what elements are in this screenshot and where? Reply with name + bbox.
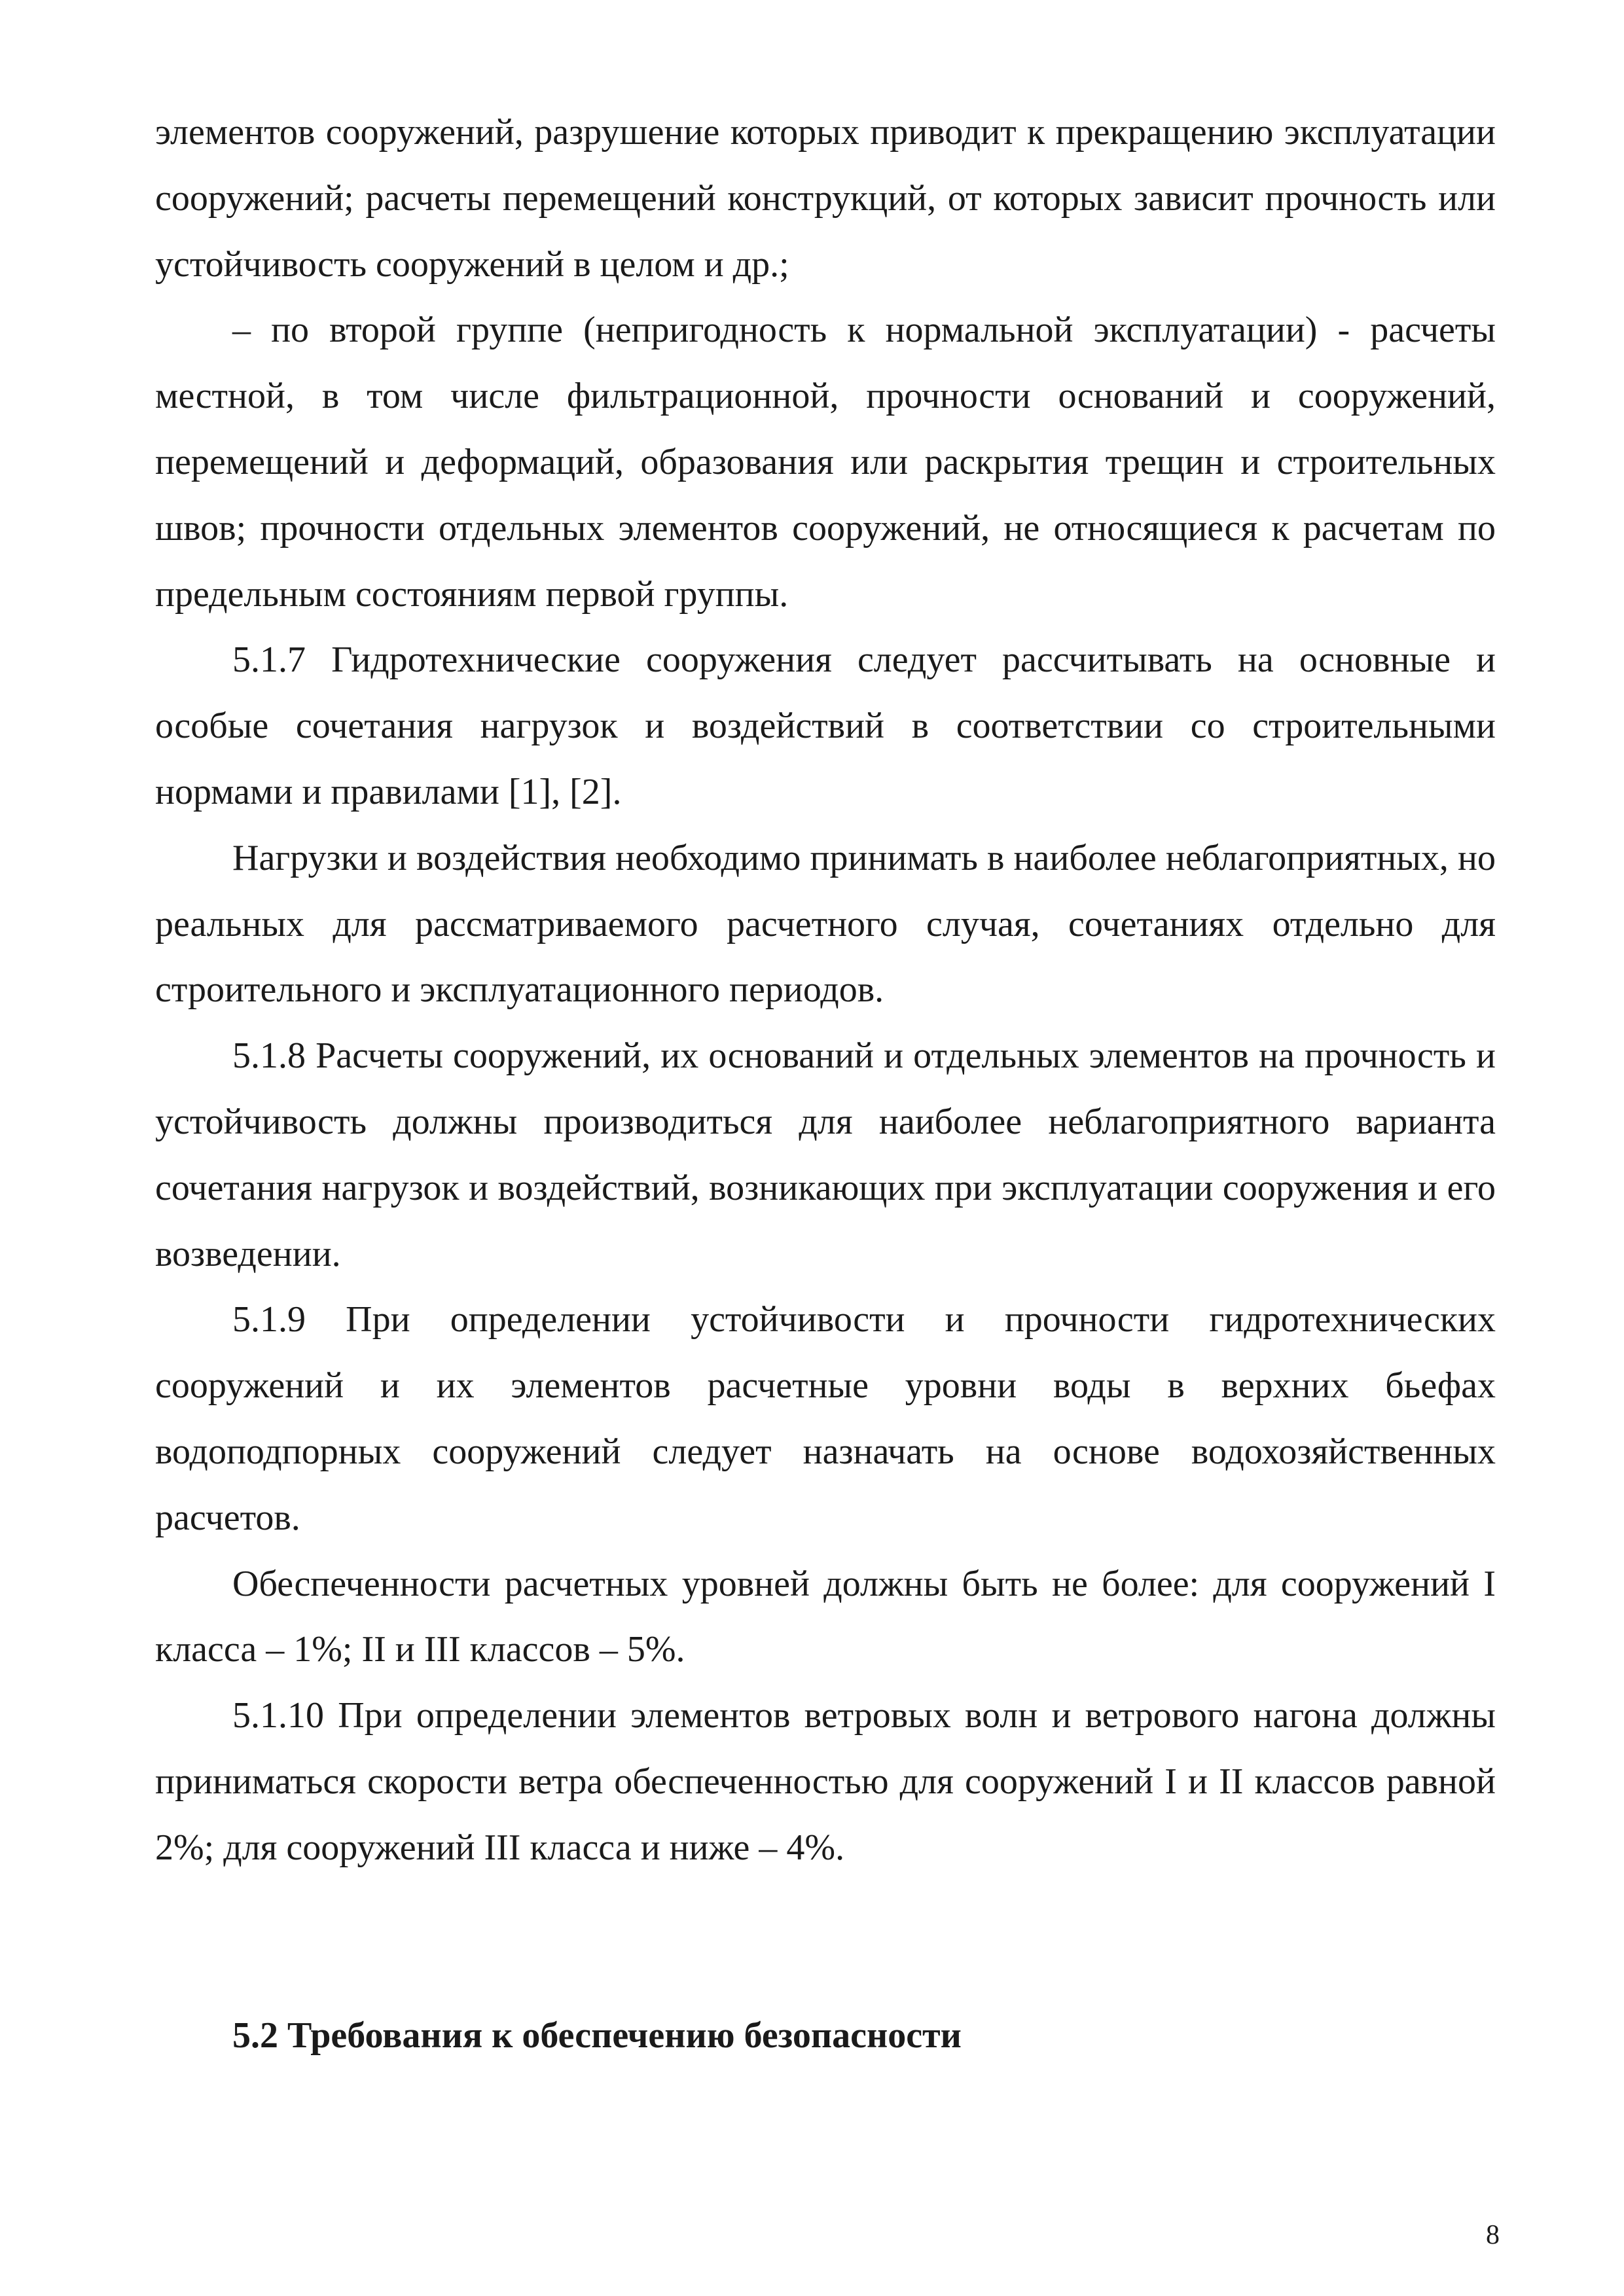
paragraph-second-group: – по второй группе (непригодность к нормальной эксплуатации) - расчеты местной, в том числе фильтрационной, прочности оснований и сооружений, перемещений и деформаций, образования или раскрытия трещин и строительных швов; прочности отдельных элементов сооружений, не относящиеся к расчетам по предельным состояниям первой группы. xyxy=(155,310,1496,615)
paragraph-5-1-7: 5.1.7 Гидротехнические сооружения следует рассчитывать на основные и особые сочетания нагрузок и воздействий в соответствии со строительными нормами и правилами [1], [2]. xyxy=(155,639,1496,812)
body-text xyxy=(155,99,1496,1881)
paragraph-5-1-10: 5.1.10 При определении элементов ветровых волн и ветрового нагона должны приниматься скорости ветра обеспеченностью для сооружений I и II классов равной 2%; для сооружений III класса и ниже – 4%. xyxy=(155,1695,1496,1868)
paragraph-5-1-9: 5.1.9 При определении устойчивости и прочности гидротехнических сооружений и их элементов расчетные уровни воды в верхних бьефах водоподпорных сооружений следует назначать на основе водохозяйственных расчетов. xyxy=(155,1299,1496,1538)
page-number: 8 xyxy=(1486,2220,1500,2250)
paragraph-5-1-8: 5.1.8 Расчеты сооружений, их оснований и отдельных элементов на прочность и устойчивость должны производиться для наиболее неблагоприятного варианта сочетания нагрузок и воздействий, возникающих при эксплуатации сооружения и его возведении. xyxy=(155,1035,1496,1274)
section-heading: 5.2 Требования к обеспечению безопасности xyxy=(232,2015,962,2056)
paragraph-loads: Нагрузки и воздействия необходимо принимать в наиболее неблагоприятных, но реальных для рассматриваемого расчетного случая, сочетаниях отдельно для строительного и эксплуатационного периодов. xyxy=(155,837,1496,1011)
paragraph-continuation: элементов сооружений, разрушение которых приводит к прекращению эксплуатации сооружений; расчеты перемещений конструкций, от которых зависит прочность или устойчивость сооружений в целом и др.; xyxy=(155,112,1496,285)
paragraph-provision: Обеспеченности расчетных уровней должны быть не более: для сооружений I класса – 1%; II и III классов – 5%. xyxy=(155,1563,1496,1670)
